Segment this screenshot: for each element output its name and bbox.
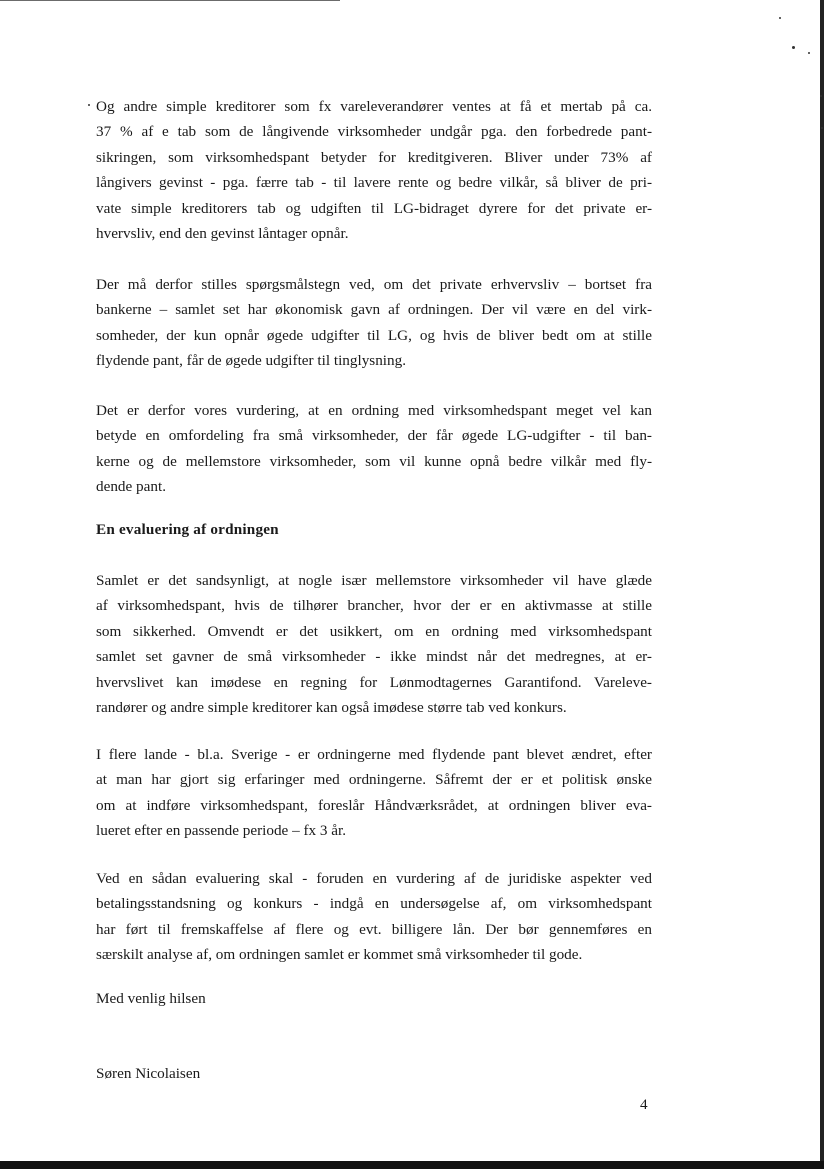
paragraph-1 bbox=[96, 94, 652, 246]
text-line: særskilt analyse af, om ordningen samlet er kommet små virksomheder til gode. bbox=[96, 946, 583, 964]
text-line: somheder, der kun opnår øgede udgifter til LG, og hvis de bliver bedt om at stille bbox=[96, 326, 652, 344]
text-line: af virksomhedspant, hvis de tilhører brancher, hvor der er en aktivmasse at stille bbox=[96, 597, 652, 615]
top-rule bbox=[0, 0, 340, 1]
paragraph-2 bbox=[96, 272, 652, 374]
text-line: I flere lande - bl.a. Sverige - er ordningerne med flydende pant blevet ændret, efter bbox=[96, 746, 652, 763]
text-line: Det er derfor vores vurdering, at en ordning med virksomhedspant meget vel kan bbox=[96, 402, 652, 419]
paragraph-4 bbox=[96, 568, 652, 720]
scan-speck bbox=[88, 104, 90, 106]
text-line: vate simple kreditorers tab og udgiften til LG-bidraget dyrere for det private er- bbox=[96, 199, 652, 217]
text-line: hvervslivet kan imødese en regning for Lønmodtagernes Garantifond. Vareleve- bbox=[96, 673, 652, 691]
paragraph-3 bbox=[96, 398, 652, 500]
text-line: bankerne – samlet set har økonomisk gavn af ordningen. Der vil være en del virk- bbox=[96, 301, 652, 319]
text-line: flydende pant, får de øgede udgifter til tinglysning. bbox=[96, 352, 406, 370]
text-line: sikringen, som virksomhedspant betyder for kreditgiveren. Bliver under 73% af bbox=[96, 148, 652, 166]
text-line: om at indføre virksomhedspant, foreslår Håndværksrådet, at ordningen bliver eva- bbox=[96, 796, 652, 814]
text-line: långivers gevinst - pga. færre tab - til lavere rente og bedre vilkår, så bliver de pri- bbox=[96, 174, 652, 192]
text-line: dende pant. bbox=[96, 478, 167, 496]
page-number: 4 bbox=[640, 1096, 648, 1113]
text-line: kerne og de mellemstore virksomheder, som vil kunne opnå bedre vilkår med fly- bbox=[96, 452, 652, 470]
paragraph-6 bbox=[96, 866, 652, 968]
scan-speck bbox=[792, 46, 795, 49]
text-line: hvervsliv, end den gevinst låntager opnår. bbox=[96, 225, 349, 243]
text-line: at man har gjort sig erfaringer med ordningerne. Såfremt der er et politisk ønske bbox=[96, 771, 652, 789]
section-heading: En evaluering af ordningen bbox=[96, 521, 279, 538]
signature-name: Søren Nicolaisen bbox=[96, 1065, 201, 1082]
text-line: Og andre simple kreditorer som fx vareleverandører ventes at få et mertab på ca. bbox=[96, 98, 652, 115]
text-line: lueret efter en passende periode – fx 3 år. bbox=[96, 822, 347, 840]
text-line: randører og andre simple kreditorer kan også imødese større tab ved konkurs. bbox=[96, 699, 567, 717]
scan-right-edge bbox=[820, 0, 824, 1169]
text-line: 37 % af e tab som de långivende virksomheder undgår pga. den forbedrede pant- bbox=[96, 123, 652, 141]
scan-speck bbox=[808, 52, 810, 54]
text-line: betalingsstandsning og konkurs - indgå en undersøgelse af, om virksomhedspant bbox=[96, 895, 652, 913]
text-line: Ved en sådan evaluering skal - foruden en vurdering af de juridiske aspekter ved bbox=[96, 870, 652, 887]
closing-salutation: Med venlig hilsen bbox=[96, 990, 206, 1007]
text-line: Samlet er det sandsynligt, at nogle især mellemstore virksomheder vil have glæde bbox=[96, 572, 652, 589]
text-line: har ført til fremskaffelse af flere og evt. billigere lån. Der bør gennemføres en bbox=[96, 920, 652, 938]
scan-speck bbox=[779, 17, 781, 19]
text-line: som sikkerhed. Omvendt er det usikkert, om en ordning med virksomhedspant bbox=[96, 622, 652, 640]
scan-bottom-edge bbox=[0, 1161, 824, 1169]
paragraph-5 bbox=[96, 742, 652, 844]
scan-speck bbox=[820, 95, 822, 97]
text-line: betyde en omfordeling fra små virksomheder, der får øgede LG-udgifter - til ban- bbox=[96, 427, 652, 445]
scan-speck bbox=[821, 127, 823, 129]
text-line: Der må derfor stilles spørgsmålstegn ved, om det private erhvervsliv – bortset fra bbox=[96, 276, 652, 293]
text-line: samlet set gavner de små virksomheder - ikke mindst når det medregnes, at er- bbox=[96, 648, 652, 666]
